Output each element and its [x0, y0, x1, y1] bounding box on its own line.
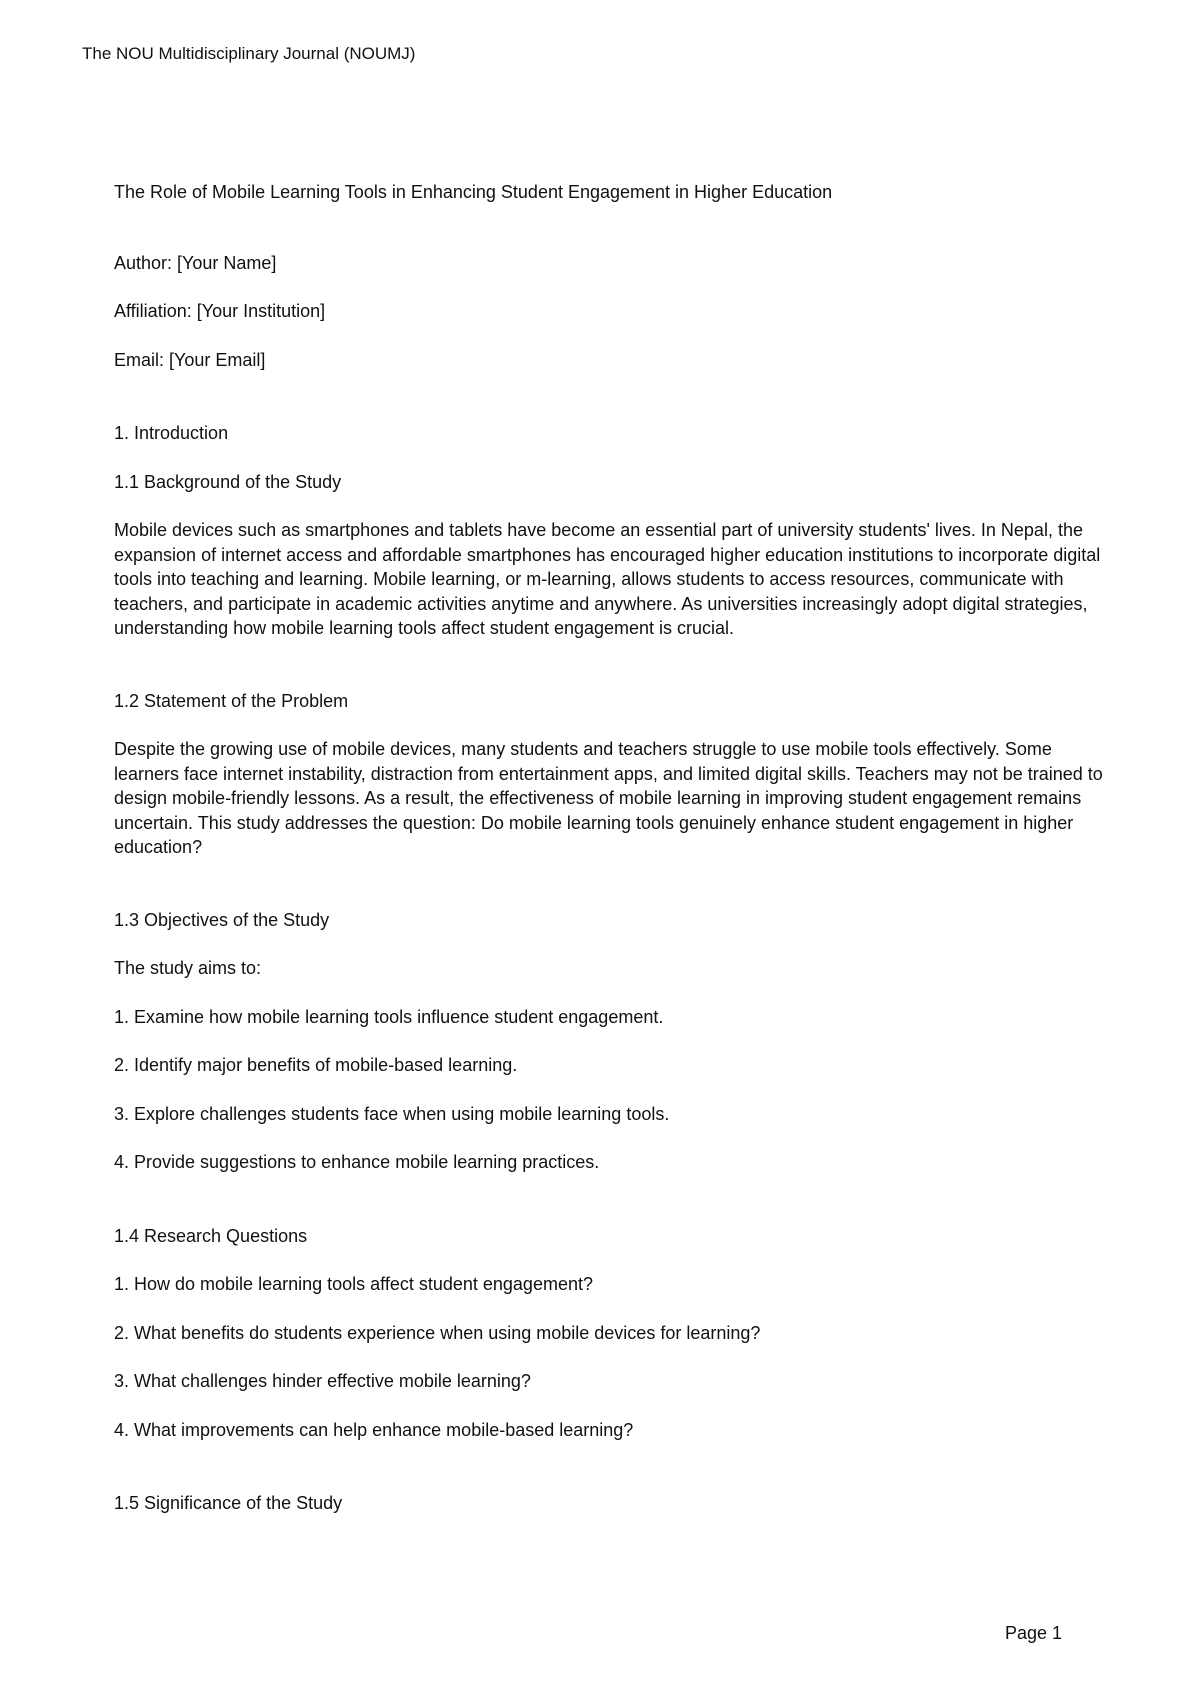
question-item: 4. What improvements can help enhance mobile-based learning? [114, 1419, 634, 1440]
background-paragraph: Mobile devices such as smartphones and tablets have become an essential part of university students' lives. In Nepal, the expansion of internet access and affordable smartphones has encouraged higher education institutions to incorporate digital tools into teaching and learning. Mobile learning, or m-learning, allows students to access resources, communicate with teachers, and participate in academic activities anytime and anywhere. As universities increasingly adopt digital strategies, understanding how mobile learning tools affect student engagement is crucial. [114, 520, 1101, 638]
subsection-heading-problem: 1.2 Statement of the Problem [114, 690, 349, 711]
affiliation-line: Affiliation: [Your Institution] [114, 301, 326, 321]
page-number: Page 1 [1004, 1623, 1062, 1643]
paper-title: The Role of Mobile Learning Tools in Enhancing Student Engagement in Higher Education [114, 182, 833, 202]
objective-item: 1. Examine how mobile learning tools influence student engagement. [114, 1006, 664, 1027]
running-header: The NOU Multidisciplinary Journal (NOUMJ) [82, 44, 416, 63]
email-line: Email: [Your Email] [114, 349, 266, 370]
question-item: 3. What challenges hinder effective mobile learning? [114, 1371, 531, 1391]
question-item: 2. What benefits do students experience when using mobile devices for learning? [114, 1322, 761, 1343]
author-line: Author: [Your Name] [114, 252, 277, 273]
objective-item: 3. Explore challenges students face when using mobile learning tools. [114, 1103, 670, 1124]
subsection-heading-questions: 1.4 Research Questions [114, 1225, 308, 1246]
objective-item: 2. Identify major benefits of mobile-based learning. [114, 1055, 518, 1075]
paper-body [114, 180, 1104, 1540]
subsection-heading-background: 1.1 Background of the Study [114, 471, 342, 492]
objectives-lead: The study aims to: [114, 958, 262, 978]
objective-item: 4. Provide suggestions to enhance mobile learning practices. [114, 1152, 600, 1172]
problem-paragraph: Despite the growing use of mobile devices, many students and teachers struggle to use mobile tools effectively. Some learners face internet instability, distraction from entertainment apps, and limited digital skills. Teachers may not be trained to design mobile-friendly lessons. As a result, the effectiveness of mobile learning in improving student engagement remains uncertain. This study addresses the question: Do mobile learning tools genuinely enhance student engagement in higher education? [114, 739, 1103, 857]
question-item: 1. How do mobile learning tools affect student engagement? [114, 1274, 593, 1294]
subsection-heading-significance: 1.5 Significance of the Study [114, 1493, 343, 1513]
section-heading-introduction: 1. Introduction [114, 423, 229, 443]
subsection-heading-objectives: 1.3 Objectives of the Study [114, 909, 330, 930]
